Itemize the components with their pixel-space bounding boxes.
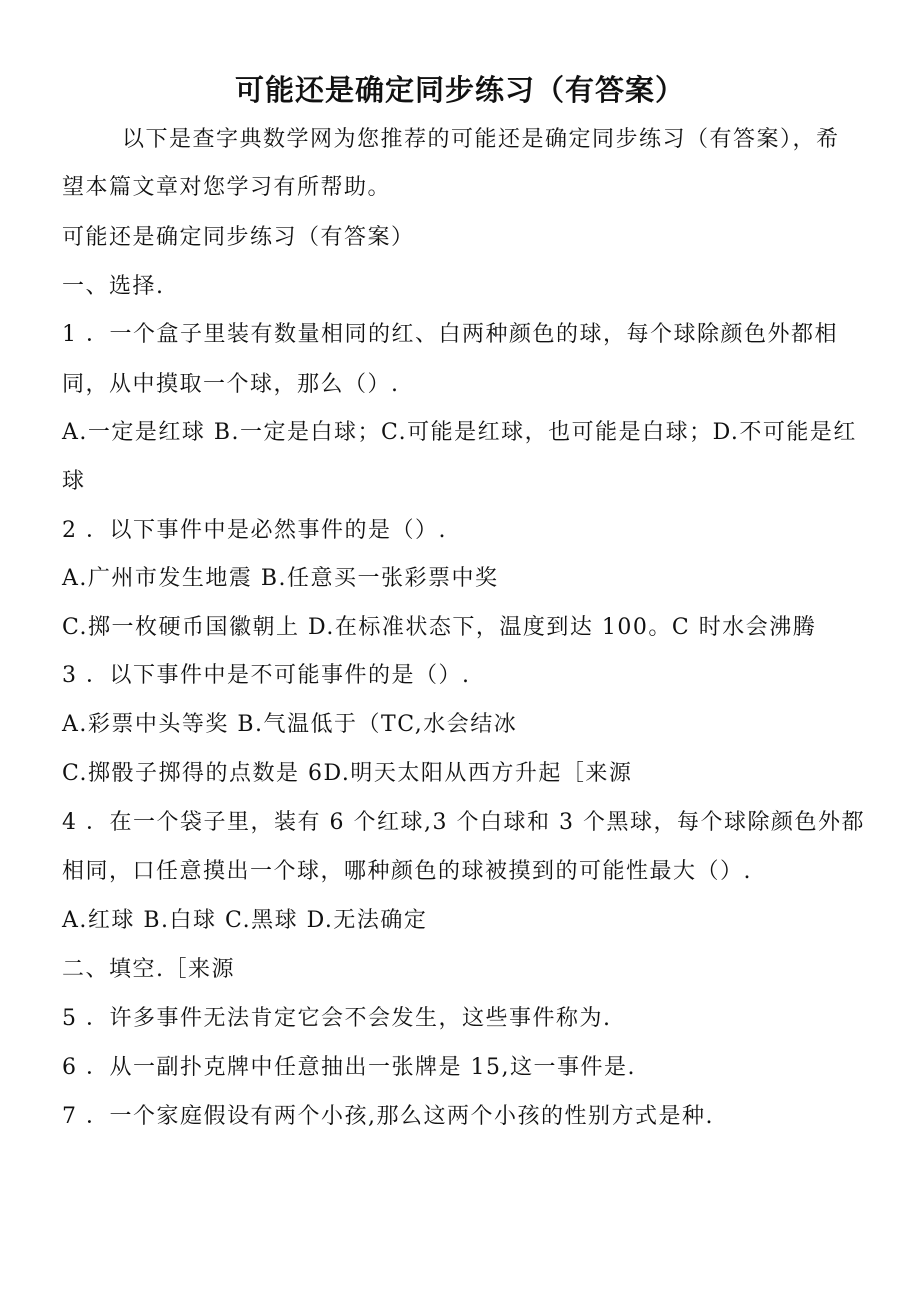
question-7: 7 ．一个家庭假设有两个小孩,那么这两个小孩的性别方式是种. <box>62 1104 714 1129</box>
question-2-options-cd: C.掷一枚硬币国徽朝上 D.在标准状态下，温度到达 100。C 时水会沸腾 <box>62 615 817 640</box>
section-subtitle: 可能还是确定同步练习（有答案） <box>62 225 415 250</box>
section-heading-fill: 二、填空.［来源 <box>62 957 235 982</box>
question-1-options-line-1: A.一定是红球 B.一定是白球；C.可能是红球，也可能是白球；D.不可能是红 <box>62 420 857 445</box>
question-1-options-line-2: 球 <box>62 469 86 494</box>
question-6: 6 ．从一副扑克牌中任意抽出一张牌是 15,这一事件是. <box>62 1055 636 1080</box>
question-2: 2 ．以下事件中是必然事件的是（）. <box>62 518 447 543</box>
section-heading-choice: 一、选择. <box>62 274 165 299</box>
question-4-options: A.红球 B.白球 C.黑球 D.无法确定 <box>62 908 428 933</box>
question-4-line-2: 相同，口任意摸出一个球，哪种颜色的球被摸到的可能性最大（）. <box>62 859 752 884</box>
question-1-line-2: 同，从中摸取一个球，那么（）. <box>62 372 400 397</box>
question-3: 3 ．以下事件中是不可能事件的是（）. <box>62 663 471 688</box>
question-5: 5 ．许多事件无法肯定它会不会发生，这些事件称为. <box>62 1006 612 1031</box>
question-1-line-1: 1 ．一个盒子里装有数量相同的红、白两种颜色的球，每个球除颜色外都相 <box>62 322 838 347</box>
question-3-options-cd: C.掷骰子掷得的点数是 6D.明天太阳从西方升起［来源 <box>62 761 633 786</box>
question-2-options-ab: A.广州市发生地震 B.任意买一张彩票中奖 <box>62 566 499 591</box>
intro-line-1: 以下是查字典数学网为您推荐的可能还是确定同步练习（有答案），希 <box>122 127 840 152</box>
intro-line-2: 望本篇文章对您学习有所帮助。 <box>62 175 392 200</box>
question-3-options-ab: A.彩票中头等奖 B.气温低于（TC,水会结冰 <box>62 712 518 737</box>
page-title: 可能还是确定同步练习（有答案） <box>234 73 685 107</box>
question-4-line-1: 4 ．在一个袋子里，装有 6 个红球,3 个白球和 3 个黑球，每个球除颜色外都 <box>62 810 865 835</box>
